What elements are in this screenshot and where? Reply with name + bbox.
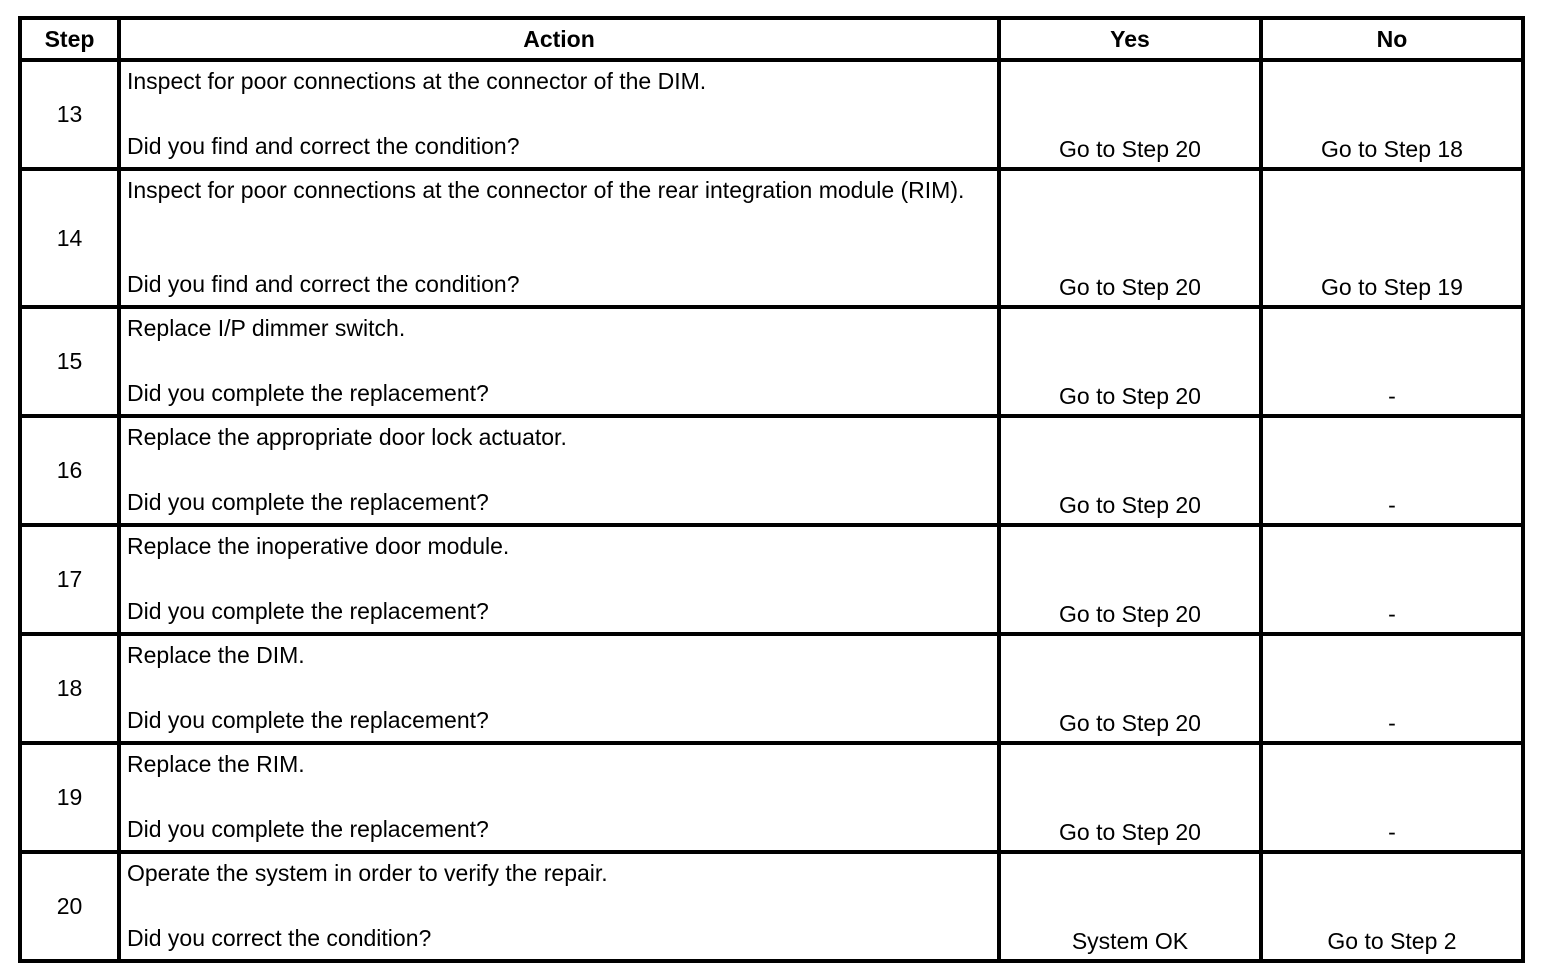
yes-result: Go to Step 20 <box>999 307 1261 416</box>
yes-result: Go to Step 20 <box>999 743 1261 852</box>
question-text: Did you complete the replacement? <box>127 380 489 406</box>
no-result: Go to Step 18 <box>1261 60 1523 169</box>
table-row <box>20 634 1523 743</box>
table-row <box>20 169 1523 307</box>
action-cell <box>119 743 999 852</box>
table-header <box>20 18 1523 60</box>
question-text: Did you complete the replacement? <box>127 598 489 624</box>
action-text: Inspect for poor connections at the connector of the DIM. <box>127 68 707 94</box>
table-row <box>20 307 1523 416</box>
header-yes: Yes <box>999 18 1261 60</box>
step-number: 17 <box>20 525 119 634</box>
yes-result: Go to Step 20 <box>999 416 1261 525</box>
yes-result: Go to Step 20 <box>999 634 1261 743</box>
table-row <box>20 852 1523 961</box>
table-row <box>20 743 1523 852</box>
table-row <box>20 416 1523 525</box>
header-row <box>20 18 1523 60</box>
step-number: 18 <box>20 634 119 743</box>
header-action: Action <box>119 18 999 60</box>
action-cell <box>119 60 999 169</box>
action-text: Replace the DIM. <box>127 642 305 668</box>
no-result: - <box>1261 416 1523 525</box>
header-no: No <box>1261 18 1523 60</box>
step-number: 20 <box>20 852 119 961</box>
table-row <box>20 525 1523 634</box>
no-result: - <box>1261 743 1523 852</box>
action-cell <box>119 416 999 525</box>
action-text: Replace the RIM. <box>127 751 305 777</box>
yes-result: Go to Step 20 <box>999 525 1261 634</box>
step-number: 16 <box>20 416 119 525</box>
no-result: - <box>1261 307 1523 416</box>
action-cell <box>119 525 999 634</box>
table-body <box>20 60 1523 961</box>
header-step: Step <box>20 18 119 60</box>
action-text: Replace I/P dimmer switch. <box>127 315 406 341</box>
step-number: 19 <box>20 743 119 852</box>
no-result: Go to Step 19 <box>1261 169 1523 307</box>
question-text: Did you complete the replacement? <box>127 489 489 515</box>
action-text: Inspect for poor connections at the connector of the rear integration module (RIM). <box>127 177 965 203</box>
yes-result: System OK <box>999 852 1261 961</box>
question-text: Did you find and correct the condition? <box>127 133 520 159</box>
step-number: 14 <box>20 169 119 307</box>
yes-result: Go to Step 20 <box>999 60 1261 169</box>
action-cell <box>119 169 999 307</box>
question-text: Did you complete the replacement? <box>127 816 489 842</box>
no-result: - <box>1261 525 1523 634</box>
action-cell <box>119 634 999 743</box>
question-text: Did you complete the replacement? <box>127 707 489 733</box>
action-cell <box>119 307 999 416</box>
action-cell <box>119 852 999 961</box>
step-number: 15 <box>20 307 119 416</box>
table-row <box>20 60 1523 169</box>
yes-result: Go to Step 20 <box>999 169 1261 307</box>
question-text: Did you correct the condition? <box>127 925 432 951</box>
no-result: Go to Step 2 <box>1261 852 1523 961</box>
diagnostic-table <box>18 16 1525 963</box>
action-text: Replace the appropriate door lock actuator. <box>127 424 567 450</box>
no-result: - <box>1261 634 1523 743</box>
step-number: 13 <box>20 60 119 169</box>
action-text: Operate the system in order to verify the repair. <box>127 860 608 886</box>
question-text: Did you find and correct the condition? <box>127 271 520 297</box>
action-text: Replace the inoperative door module. <box>127 533 510 559</box>
